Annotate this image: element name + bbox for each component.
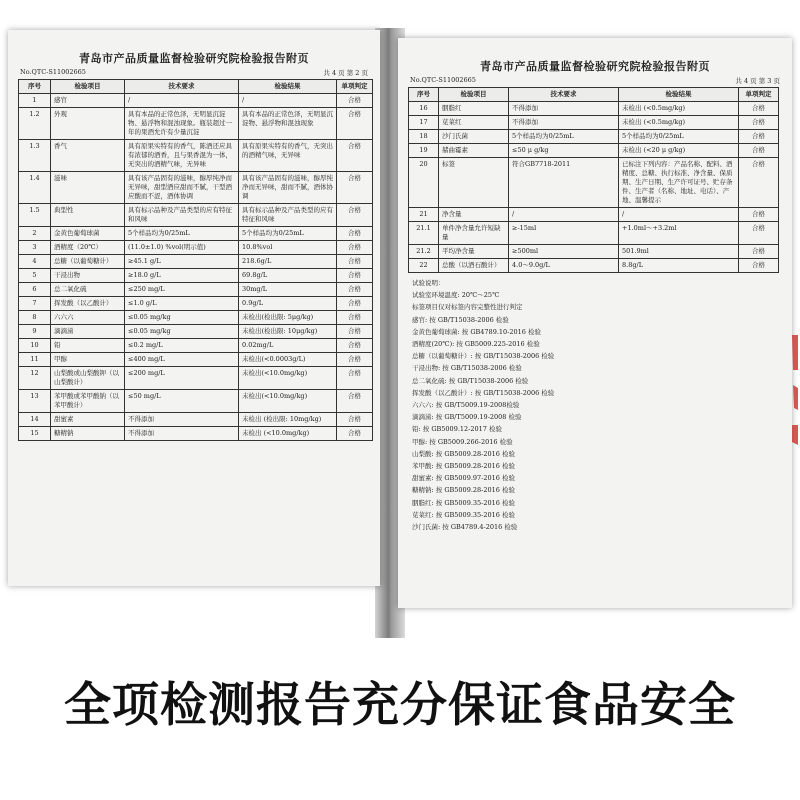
table-cell: 1.5 xyxy=(19,204,51,227)
table-cell: 合格 xyxy=(337,427,373,441)
table-cell: 未检出(<10.0mg/kg) xyxy=(239,390,337,413)
table-cell: 符合GB7718-2011 xyxy=(509,158,619,208)
note-line: 滴滴涕: 按 GB/T5009.19-2008 检验 xyxy=(412,413,522,422)
table-cell: 已标注下列内容：产品名称、配料、酒精度、总糖、执行标准、净含量、保质期、生产日期、生产许可证号、贮存条件、生产者（名称、地址、电话）、产地、温馨提示 xyxy=(619,158,739,208)
note-line: 沙门氏菌: 按 GB4789.4-2016 检验 xyxy=(412,523,518,532)
table-cell: 总酸（以酒石酸计） xyxy=(439,259,509,273)
table-row xyxy=(19,353,373,367)
table-cell: 滴滴涕 xyxy=(51,325,125,339)
note-line: 标签项目仅对标签内容完整性进行判定 xyxy=(412,303,523,312)
table-row xyxy=(19,172,373,204)
table-cell: 3 xyxy=(19,241,51,255)
table-cell: 不得添加 xyxy=(509,116,619,130)
table-cell: 4.0～9.0g/L xyxy=(509,259,619,273)
table-cell: 沙门氏菌 xyxy=(439,130,509,144)
table-cell: 16 xyxy=(409,102,439,116)
table-cell: 15 xyxy=(19,427,51,441)
note-line: 甲醇: 按 GB5009.266-2016 检验 xyxy=(412,437,513,446)
table-row xyxy=(19,339,373,353)
note-line: 挥发酸（以乙酸计）: 按 GB/T15038-2006 检验 xyxy=(412,388,555,397)
table-row xyxy=(19,255,373,269)
table-row xyxy=(19,413,373,427)
table-cell: 未检出(检出限: 10μg/kg) xyxy=(239,325,337,339)
table-cell: 具有原果实特有的香气，陈酒还应具有浓郁的酒香，且与果香混为一体，无突出的酒精气味，无异味 xyxy=(125,140,239,172)
column-header: 序号 xyxy=(19,80,51,94)
table-cell: 合格 xyxy=(337,269,373,283)
table-cell: 合格 xyxy=(337,227,373,241)
table-cell: 未检出 (<0.5mg/kg) xyxy=(619,116,739,130)
table-cell: 22 xyxy=(409,259,439,273)
table-cell: 合格 xyxy=(337,255,373,269)
table-cell: 合格 xyxy=(337,297,373,311)
results-table xyxy=(18,79,373,441)
table-cell: 4 xyxy=(19,255,51,269)
table-cell: 合格 xyxy=(739,259,779,273)
table-cell: 18 xyxy=(409,130,439,144)
table-cell: 未检出 (<10.0mg/kg) xyxy=(239,427,337,441)
table-cell: 未检出 (检出限: 10mg/kg) xyxy=(239,413,337,427)
table-cell: 合格 xyxy=(739,245,779,259)
table-cell: 合格 xyxy=(739,116,779,130)
table-cell: 胭脂红 xyxy=(439,102,509,116)
table-row xyxy=(19,227,373,241)
table-cell: 苯甲酸或苯甲酸钠（以苯甲酸计） xyxy=(51,390,125,413)
column-header: 单项判定 xyxy=(337,80,373,94)
table-header-row xyxy=(19,80,373,94)
note-line: 山梨酸: 按 GB5009.28-2016 检验 xyxy=(412,449,515,458)
table-cell: 不得添加 xyxy=(125,427,239,441)
table-cell: 1.3 xyxy=(19,140,51,172)
table-cell: 合格 xyxy=(739,158,779,208)
table-cell: 赭曲霉素 xyxy=(439,144,509,158)
table-row xyxy=(19,94,373,108)
table-cell: 1.2 xyxy=(19,108,51,140)
table-cell: 7 xyxy=(19,297,51,311)
column-header: 检验项目 xyxy=(439,88,509,102)
caption: 全项检测报告充分保证食品安全 xyxy=(64,678,736,733)
table-cell: 挥发酸（以乙酸计） xyxy=(51,297,125,311)
table-cell: 合格 xyxy=(337,353,373,367)
table-cell: 具有原果实特有的香气，无突出的酒精气味，无异味 xyxy=(239,140,337,172)
table-cell: 总二氧化硫 xyxy=(51,283,125,297)
table-cell: 具有该产品固有的滋味，醇厚纯净而无异味，甜而不腻，酒体协调 xyxy=(239,172,337,204)
table-cell: (11.0±1.0) %vol(明示值) xyxy=(125,241,239,255)
table-cell: 5个样品均为0/25mL xyxy=(619,130,739,144)
table-cell: 合格 xyxy=(337,241,373,255)
table-cell: ≤0.05 mg/kg xyxy=(125,311,239,325)
table-row xyxy=(19,204,373,227)
table-cell: 甲醇 xyxy=(51,353,125,367)
table-cell: 合格 xyxy=(337,367,373,390)
table-row xyxy=(19,269,373,283)
table-cell: 合格 xyxy=(337,204,373,227)
table-cell: 10.8%vol xyxy=(239,241,337,255)
table-cell: 2 xyxy=(19,227,51,241)
report-meta xyxy=(8,66,380,79)
note-line: 试验说明： xyxy=(412,279,445,287)
table-cell: 13 xyxy=(19,390,51,413)
note-line: 苋菜红: 按 GB5009.35-2016 检验 xyxy=(412,510,515,519)
table-cell: 不得添加 xyxy=(125,413,239,427)
table-cell: 外观 xyxy=(51,108,125,140)
table-cell: ≥-15ml xyxy=(509,222,619,245)
table-cell: 14 xyxy=(19,413,51,427)
table-cell: +1.0ml～+3.2ml xyxy=(619,222,739,245)
table-cell: 合格 xyxy=(739,130,779,144)
table-row xyxy=(409,102,779,116)
table-cell: / xyxy=(619,208,739,222)
table-row xyxy=(19,241,373,255)
note-line: 铅: 按 GB5009.12-2017 检验 xyxy=(412,425,502,434)
table-cell: 净含量 xyxy=(439,208,509,222)
table-row xyxy=(409,222,779,245)
column-header: 检验项目 xyxy=(51,80,125,94)
table-cell: 合格 xyxy=(337,390,373,413)
table-cell: 合格 xyxy=(739,102,779,116)
table-cell: ≤200 mg/L xyxy=(125,367,239,390)
table-cell: 5个样品均为0/25mL xyxy=(125,227,239,241)
table-cell: 合格 xyxy=(337,108,373,140)
table-cell: 21.1 xyxy=(409,222,439,245)
table-cell: 合格 xyxy=(337,283,373,297)
note-line: 总二氧化硫: 按 GB/T15038-2006 检验 xyxy=(412,376,529,385)
note-line: 甜蜜素: 按 GB5009.97-2016 检验 xyxy=(412,474,515,483)
note-line: 六六六: 按 GB/T5009.19-2008检验 xyxy=(412,401,520,410)
table-cell: 具有本品的正常色泽，无明显沉淀物、悬浮物和混浊现象 xyxy=(239,108,337,140)
table-row xyxy=(409,259,779,273)
table-row xyxy=(19,108,373,140)
table-cell: 山梨酸或山梨酸钾（以山梨酸计） xyxy=(51,367,125,390)
table-cell: ≤0.2 mg/L xyxy=(125,339,239,353)
table-cell: 合格 xyxy=(337,339,373,353)
table-cell: 合格 xyxy=(739,222,779,245)
table-cell: 未检出 (<0.5mg/kg) xyxy=(619,102,739,116)
table-cell: 甜蜜素 xyxy=(51,413,125,427)
table-row xyxy=(409,158,779,208)
table-cell: 糖精钠 xyxy=(51,427,125,441)
table-cell: 17 xyxy=(409,116,439,130)
table-header-row xyxy=(409,88,779,102)
table-cell: ≥500ml xyxy=(509,245,619,259)
table-cell: 单件净含量允许短缺量 xyxy=(439,222,509,245)
report-title: 青岛市产品质量监督检验研究院检验报告附页 xyxy=(79,52,309,65)
note-line: 胭脂红: 按 GB5009.35-2016 检验 xyxy=(412,498,515,507)
table-cell: 501.9ml xyxy=(619,245,739,259)
report-page-right xyxy=(398,38,792,608)
table-cell: 6 xyxy=(19,283,51,297)
table-cell: 金黄色葡萄球菌 xyxy=(51,227,125,241)
table-cell: ≤0.05 mg/kg xyxy=(125,325,239,339)
table-cell: 合格 xyxy=(337,140,373,172)
table-cell: 未检出(<10.0mg/kg) xyxy=(239,367,337,390)
table-cell: 12 xyxy=(19,367,51,390)
note-line: 苯甲酸: 按 GB5009.28-2016 检验 xyxy=(412,462,515,471)
table-cell: 8 xyxy=(19,311,51,325)
table-cell: 苋菜红 xyxy=(439,116,509,130)
table-cell: 21 xyxy=(409,208,439,222)
table-row xyxy=(409,130,779,144)
table-row xyxy=(19,427,373,441)
note-line: 干浸出物: 按 GB/T15038-2006 检验 xyxy=(412,364,522,373)
report-title: 青岛市产品质量监督检验研究院检验报告附页 xyxy=(480,60,710,73)
table-cell: 典型性 xyxy=(51,204,125,227)
table-row xyxy=(409,144,779,158)
column-header: 单项判定 xyxy=(739,88,779,102)
column-header: 技术要求 xyxy=(509,88,619,102)
table-cell: 218.6g/L xyxy=(239,255,337,269)
table-cell: 具有标示品种及产品类型的应有特征和风味 xyxy=(125,204,239,227)
red-stamp-edge xyxy=(790,330,800,450)
table-cell: 滋味 xyxy=(51,172,125,204)
table-row xyxy=(19,390,373,413)
table-cell: 香气 xyxy=(51,140,125,172)
table-cell: 具有本品的正常色泽，无明显沉淀物、悬浮物和混浊现象。瓶装超过一年的果酒允许有少量沉淀 xyxy=(125,108,239,140)
table-cell: 5 xyxy=(19,269,51,283)
table-cell: 9 xyxy=(19,325,51,339)
table-cell: 酒精度（20℃） xyxy=(51,241,125,255)
column-header: 检验结果 xyxy=(239,80,337,94)
table-cell: 六六六 xyxy=(51,311,125,325)
table-cell: / xyxy=(239,94,337,108)
table-cell: ≤250 mg/L xyxy=(125,283,239,297)
table-row xyxy=(19,140,373,172)
table-cell: 铅 xyxy=(51,339,125,353)
table-row xyxy=(409,116,779,130)
note-line: 酒精度(20℃): 按 GB5009.225-2016 检验 xyxy=(412,340,540,349)
table-cell: 30mg/L xyxy=(239,283,337,297)
table-row xyxy=(409,245,779,259)
table-cell: 合格 xyxy=(337,172,373,204)
table-row xyxy=(409,208,779,222)
test-notes xyxy=(412,277,780,533)
table-cell: ≥18.0 g/L xyxy=(125,269,239,283)
table-cell: / xyxy=(509,208,619,222)
table-cell: 合格 xyxy=(337,311,373,325)
page-info: 共 4 页 第 3 页 xyxy=(735,77,780,85)
table-row xyxy=(19,283,373,297)
table-cell: ≤1.0 g/L xyxy=(125,297,239,311)
page-info: 共 4 页 第 2 页 xyxy=(323,69,368,77)
column-header: 序号 xyxy=(409,88,439,102)
table-cell: 未检出(检出限: 5μg/kg) xyxy=(239,311,337,325)
report-page-left xyxy=(8,30,380,586)
table-cell: 8.8g/L xyxy=(619,259,739,273)
table-cell: 69.8g/L xyxy=(239,269,337,283)
table-cell: 具有该产品固有的滋味，醇厚纯净而无异味，甜型酒应甜而不腻，干型酒应酸而不涩，酒体协调 xyxy=(125,172,239,204)
table-cell: 总糖（以葡萄糖计） xyxy=(51,255,125,269)
note-line: 金黄色葡萄球菌: 按 GB4789.10-2016 检验 xyxy=(412,327,541,336)
table-cell: 平均净含量 xyxy=(439,245,509,259)
table-cell: 标签 xyxy=(439,158,509,208)
table-cell: 0.02mg/L xyxy=(239,339,337,353)
note-line: 总糖（以葡萄糖计）: 按 GB/T15038-2006 检验 xyxy=(412,352,555,361)
table-cell: ≤400 mg/L xyxy=(125,353,239,367)
table-cell: 1.4 xyxy=(19,172,51,204)
table-cell: ≤50 μ g/kg xyxy=(509,144,619,158)
report-meta xyxy=(398,74,792,87)
table-cell: 5个样品均为0/25mL xyxy=(509,130,619,144)
table-cell: 未检出(<0.0003g/L) xyxy=(239,353,337,367)
table-cell: 不得添加 xyxy=(509,102,619,116)
table-cell: 0.9g/L xyxy=(239,297,337,311)
table-cell: 10 xyxy=(19,339,51,353)
table-cell: 11 xyxy=(19,353,51,367)
table-cell: 具有标示品种及产品类型的应有特征和风味 xyxy=(239,204,337,227)
note-line: 糖精钠: 按 GB5009.28-2016 检验 xyxy=(412,486,515,495)
table-cell: 5个样品均为0/25mL xyxy=(239,227,337,241)
note-line: 感官: 按 GB/T15038-2006 检验 xyxy=(412,315,509,324)
table-cell: 21.2 xyxy=(409,245,439,259)
table-cell: 20 xyxy=(409,158,439,208)
table-cell: 未检出 (<20 μ g/kg) xyxy=(619,144,739,158)
report-number: No.QTC-S11002665 xyxy=(20,68,86,76)
report-number: No.QTC-S11002665 xyxy=(410,76,476,84)
table-row xyxy=(19,311,373,325)
table-cell: 1 xyxy=(19,94,51,108)
table-row xyxy=(19,297,373,311)
table-cell: 感官 xyxy=(51,94,125,108)
table-cell: 合格 xyxy=(739,208,779,222)
table-cell: ≤50 mg/L xyxy=(125,390,239,413)
column-header: 检验结果 xyxy=(619,88,739,102)
table-cell: ≥45.1 g/L xyxy=(125,255,239,269)
table-cell: / xyxy=(125,94,239,108)
results-table xyxy=(408,87,779,273)
table-cell: 干浸出物 xyxy=(51,269,125,283)
column-header: 技术要求 xyxy=(125,80,239,94)
note-line: 试验室环境温度: 20℃～25℃ xyxy=(412,291,500,300)
table-cell: 19 xyxy=(409,144,439,158)
table-row xyxy=(19,367,373,390)
table-cell: 合格 xyxy=(337,94,373,108)
table-cell: 合格 xyxy=(739,144,779,158)
table-row xyxy=(19,325,373,339)
table-cell: 合格 xyxy=(337,325,373,339)
table-cell: 合格 xyxy=(337,413,373,427)
